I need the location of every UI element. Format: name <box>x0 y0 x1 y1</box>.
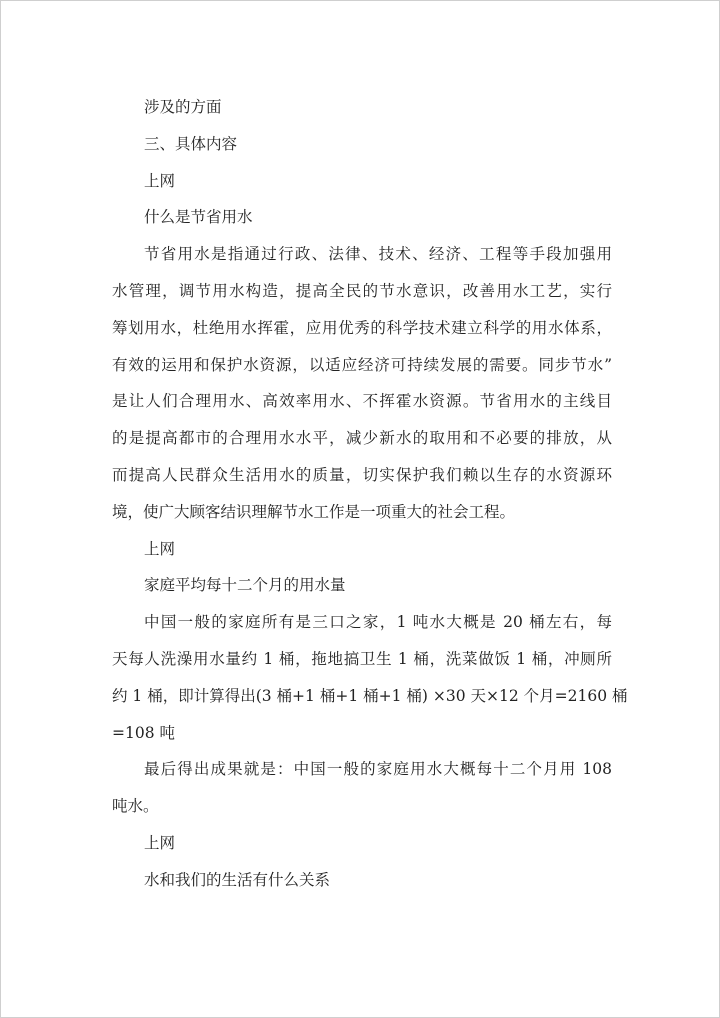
paragraph-line: 的是提高都市的合理用水水平，减少新水的取用和不必要的排放，从 <box>112 429 612 448</box>
paragraph-line: 中国一般的家庭所有是三口之家，1 吨水大概是 20 桶左右，每 <box>144 613 612 632</box>
paragraph-line: 有效的运用和保护水资源，以适应经济可持续发展的需要。同步节水” <box>112 355 612 374</box>
text-line-subheading: 家庭平均每十二个月的用水量 <box>144 576 346 595</box>
paragraph-line: 约 1 桶，即计算得出(3 桶+1 桶+1 桶+1 桶) ×30 天×12 个月=2160 桶 <box>112 686 628 705</box>
text-line-label: 上网 <box>144 539 176 558</box>
text-line-section-heading: 涉及的方面 <box>144 98 222 116</box>
paragraph-line: 最后得出成果就是：中国一般的家庭用水大概每十二个月用 108 <box>144 760 612 779</box>
text-line-label: 上网 <box>144 171 176 190</box>
paragraph-line: 筹划用水，杜绝用水挥霍，应用优秀的科学技术建立科学的用水体系， <box>112 318 612 337</box>
paragraph-line-last: 吨水。 <box>112 797 159 816</box>
paragraph-line-last: 境，使广大顾客结识理解节水工作是一项重大的社会工程。 <box>112 502 516 521</box>
text-line-section-title: 三、具体内容 <box>144 134 238 153</box>
text-line-subheading: 什么是节省用水 <box>144 208 253 227</box>
text-line-label: 上网 <box>144 833 176 852</box>
paragraph-line: 而提高人民群众生活用水的质量，切实保护我们赖以生存的水资源环 <box>112 465 612 484</box>
paragraph-line-last: =108 吨 <box>112 723 175 742</box>
paragraph-line: 是让人们合理用水、高效率用水、不挥霍水资源。节省用水的主线目 <box>112 392 612 411</box>
paragraph-line: 天每人洗澡用水量约 1 桶，拖地搞卫生 1 桶，洗菜做饭 1 桶，冲厕所 <box>112 649 612 668</box>
document-body <box>112 89 628 899</box>
paragraph-line: 水管理，调节用水构造，提高全民的节水意识，改善用水工艺，实行 <box>112 281 612 300</box>
paragraph-line: 节省用水是指通过行政、法律、技术、经济、工程等手段加强用 <box>144 245 612 264</box>
text-line-subheading: 水和我们的生活有什么关系 <box>144 870 331 889</box>
